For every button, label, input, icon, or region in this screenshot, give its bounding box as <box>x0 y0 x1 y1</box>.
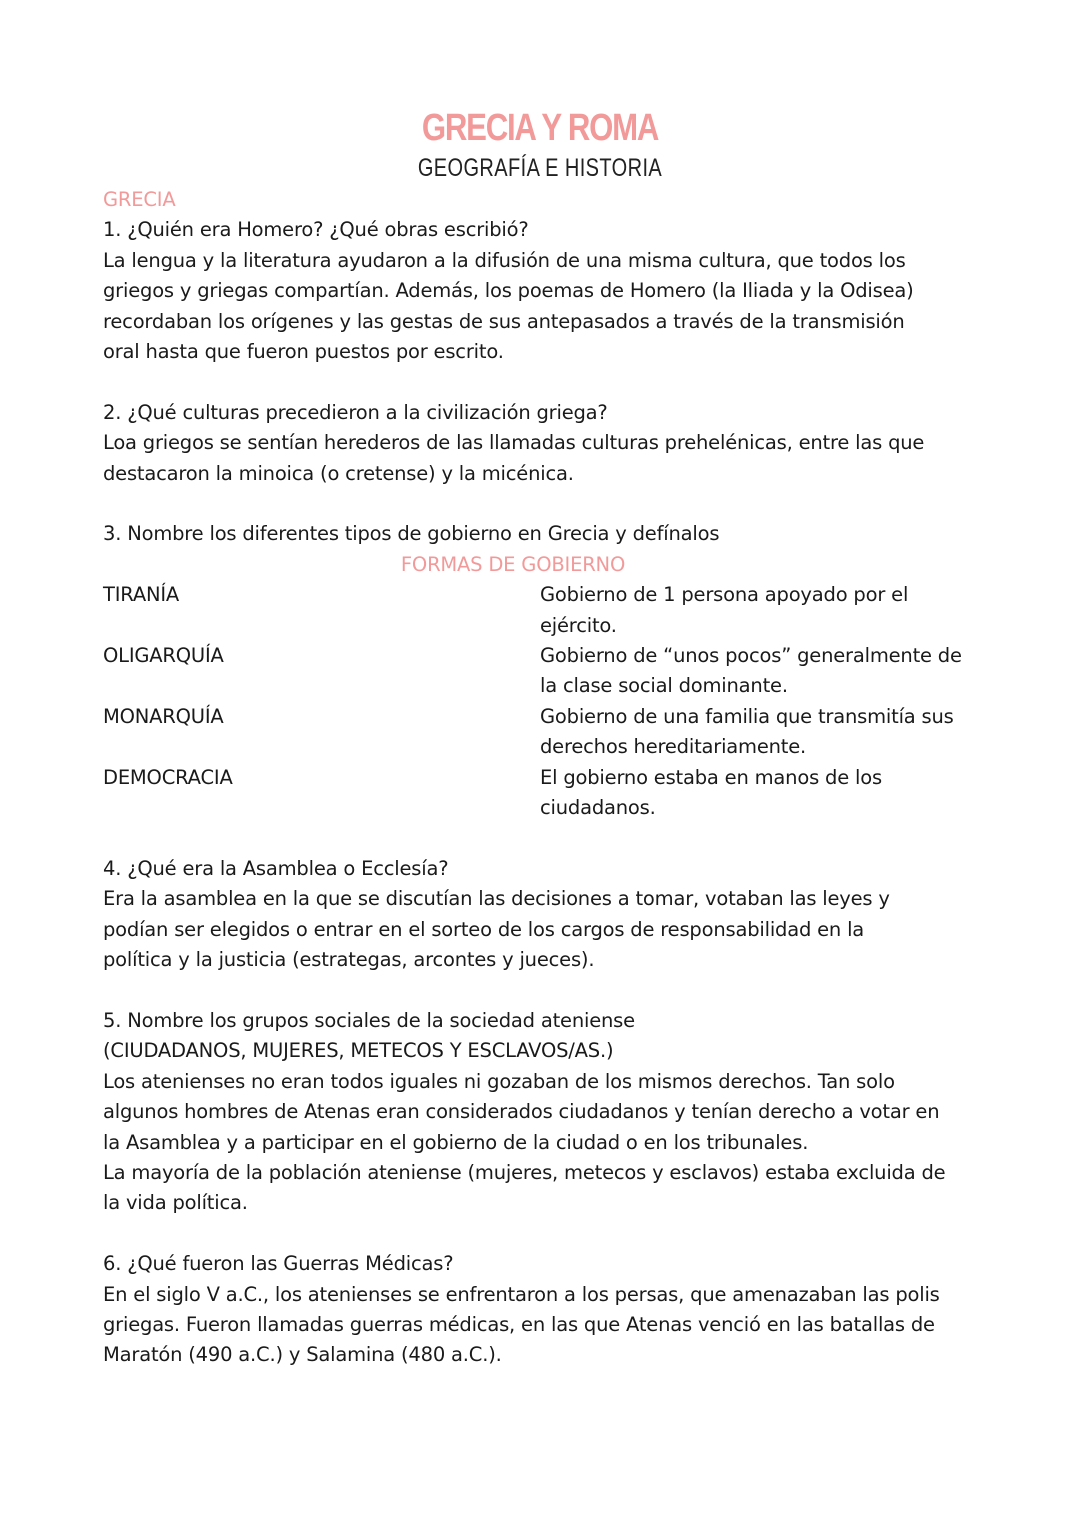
answer-line: Loa griegos se sentían herederos de las llamadas culturas prehelénicas, entre las que <box>103 431 925 455</box>
government-definition <box>540 763 980 824</box>
government-name: TIRANÍA <box>103 583 180 607</box>
answer-line: la vida política. <box>103 1191 248 1215</box>
answer-line: Los atenienses no eran todos iguales ni gozaban de los mismos derechos. Tan solo <box>103 1069 895 1093</box>
question-text: 6. ¿Qué fueron las Guerras Médicas? <box>103 1252 454 1276</box>
government-name: OLIGARQUÍA <box>103 644 224 668</box>
answer-line: oral hasta que fueron puestos por escrito. <box>103 340 504 364</box>
government-name: MONARQUÍA <box>103 704 224 728</box>
answer-line: destacaron la minoica (o cretense) y la micénica. <box>103 461 574 485</box>
government-definition <box>540 702 980 763</box>
definition-line: ejército. <box>540 613 617 637</box>
answer-line: griegos y griegas compartían. Además, los poemas de Homero (la Iliada y la Odisea) <box>103 279 914 303</box>
table-row <box>103 763 983 824</box>
table-row <box>103 702 983 763</box>
definition-line: El gobierno estaba en manos de los <box>540 765 882 789</box>
government-table <box>103 580 983 823</box>
answer-line: La mayoría de la población ateniense (mujeres, metecos y esclavos) estaba excluida de <box>103 1160 946 1184</box>
answer-line: algunos hombres de Atenas eran considerados ciudadanos y tenían derecho a votar en <box>103 1100 940 1124</box>
question-2 <box>103 398 983 489</box>
answer-line: política y la justicia (estrategas, arcontes y jueces). <box>103 948 595 972</box>
government-name: DEMOCRACIA <box>103 765 233 789</box>
definition-line: derechos hereditariamente. <box>540 735 807 759</box>
government-definition <box>540 641 980 702</box>
answer-line: La lengua y la literatura ayudaron a la difusión de una misma cultura, que todos los <box>103 248 906 272</box>
definition-line: la clase social dominante. <box>540 674 788 698</box>
question-5 <box>103 1006 983 1219</box>
table-row <box>103 580 983 641</box>
section-heading: GRECIA <box>103 188 176 211</box>
question-4 <box>103 854 983 976</box>
answer-line: En el siglo V a.C., los atenienses se enfrentaron a los persas, que amenazaban las polis <box>103 1282 940 1306</box>
answer-line: griegas. Fueron llamadas guerras médicas, en las que Atenas venció en las batallas de <box>103 1312 935 1336</box>
question-3 <box>103 519 983 823</box>
answer-line: Era la asamblea en la que se discutían las decisiones a tomar, votaban las leyes y <box>103 887 890 911</box>
page-subtitle: GEOGRAFÍA E HISTORIA <box>417 154 663 182</box>
answer-line: podían ser elegidos o entrar en el sorteo de los cargos de responsabilidad en la <box>103 917 865 941</box>
answer-line: recordaban los orígenes y las gestas de sus antepasados a través de la transmisión <box>103 309 905 333</box>
table-heading: FORMAS DE GOBIERNO <box>400 552 626 576</box>
table-row <box>103 641 983 702</box>
question-subtext: (CIUDADANOS, MUJERES, METECOS Y ESCLAVOS/AS.) <box>103 1039 614 1063</box>
question-text: 2. ¿Qué culturas precedieron a la civilización griega? <box>103 400 608 424</box>
question-text: 3. Nombre los diferentes tipos de gobierno en Grecia y defínalos <box>103 522 720 546</box>
answer-line: Maratón (490 a.C.) y Salamina (480 a.C.). <box>103 1343 502 1367</box>
definition-line: Gobierno de “unos pocos” generalmente de <box>540 644 962 668</box>
definition-line: Gobierno de una familia que transmitía sus <box>540 704 954 728</box>
definition-line: Gobierno de 1 persona apoyado por el <box>540 583 909 607</box>
question-text: 1. ¿Quién era Homero? ¿Qué obras escribió? <box>103 218 529 242</box>
government-definition <box>540 580 980 641</box>
question-text: 5. Nombre los grupos sociales de la sociedad ateniense <box>103 1008 635 1032</box>
document-body <box>103 185 983 1371</box>
question-text: 4. ¿Qué era la Asamblea o Ecclesía? <box>103 856 449 880</box>
question-1 <box>103 215 983 367</box>
question-6 <box>103 1249 983 1371</box>
answer-line: la Asamblea y a participar en el gobierno de la ciudad o en los tribunales. <box>103 1130 809 1154</box>
definition-line: ciudadanos. <box>540 796 656 820</box>
page-title: GRECIA Y ROMA <box>421 107 659 149</box>
